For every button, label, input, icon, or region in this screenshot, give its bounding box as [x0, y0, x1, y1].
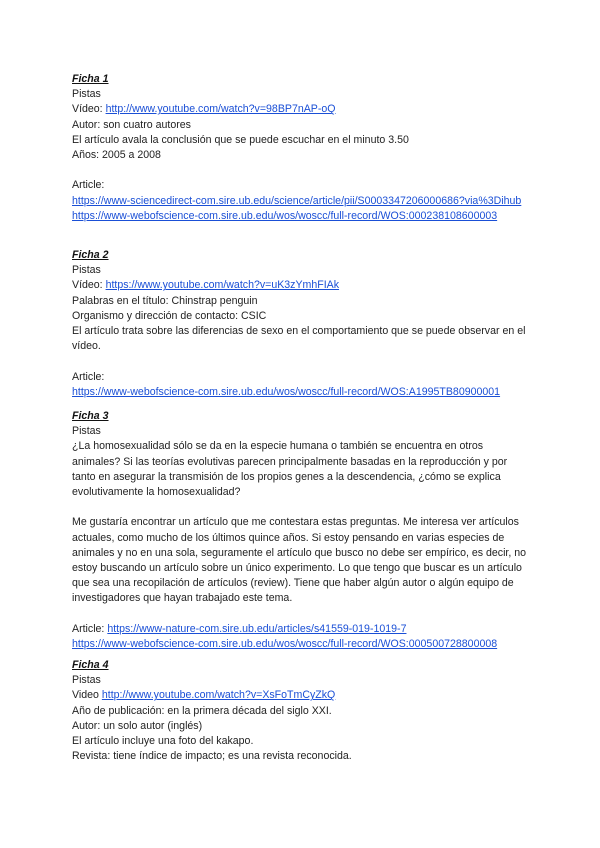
ficha-3-article-line — [72, 622, 532, 637]
ficha-2-pistas: Pistas — [72, 264, 101, 277]
ficha-3-pistas: Pistas — [72, 425, 101, 438]
ficha-1-pistas: Pistas — [72, 88, 101, 101]
ficha-4-line-2: Año de publicación: en la primera década del siglo XXI. — [72, 704, 332, 717]
ficha-2-line-4: El artículo trata sobre las diferencias de sexo en el comportamiento que se puede observar en el vídeo. — [72, 325, 526, 353]
ficha-2-video-line — [72, 278, 532, 293]
ficha-4-heading: Ficha 4 — [72, 659, 109, 671]
ficha-1 — [72, 72, 532, 224]
ficha-1-line-3: El artículo avala la conclusión que se puede escuchar en el minuto 3.50 — [72, 133, 409, 146]
ficha-1-article-link-2[interactable]: https://www-webofscience-com.sire.ub.edu/wos/woscc/full-record/WOS:000238108600003 — [72, 209, 498, 222]
ficha-2-line-2: Palabras en el título: Chinstrap penguin — [72, 294, 258, 307]
ficha-1-video-link[interactable]: http://www.youtube.com/watch?v=98BP7nAP-oQ — [105, 103, 336, 116]
video-label: Vídeo: — [72, 279, 106, 292]
video-label: Video — [72, 689, 102, 702]
ficha-2-heading: Ficha 2 — [72, 249, 109, 261]
ficha-3-article-label: Article: — [72, 622, 108, 635]
ficha-3-paragraph-1: ¿La homosexualidad sólo se da en la especie humana o también se encuentra en otros animales? Si las teorías evolutivas parecen principalmente basadas en la reproducción y por tanto en asegurar la transmisión de los propios genes a la descendencia, ¿cómo se explica evolutivamente la homosexualidad? — [72, 440, 508, 499]
ficha-1-article-link-1[interactable]: https://www-sciencedirect-com.sire.ub.edu/science/article/pii/S0003347206000686?via%3Dihub — [72, 194, 522, 207]
ficha-2 — [72, 248, 532, 400]
ficha-4-video-link[interactable]: http://www.youtube.com/watch?v=XsFoTmCyZkQ — [101, 689, 336, 702]
ficha-3 — [72, 409, 532, 652]
ficha-1-line-4: Años: 2005 a 2008 — [72, 149, 161, 162]
ficha-1-heading: Ficha 1 — [72, 73, 109, 85]
ficha-4-line-3: Autor: un solo autor (inglés) — [72, 719, 203, 732]
ficha-4 — [72, 658, 532, 764]
ficha-3-article-link-2[interactable]: https://www-webofscience-com.sire.ub.edu/wos/woscc/full-record/WOS:000500728800008 — [72, 638, 498, 651]
ficha-2-article-label: Article: — [72, 370, 105, 383]
ficha-4-video-line — [72, 688, 532, 703]
ficha-2-video-link[interactable]: https://www.youtube.com/watch?v=uK3zYmhFIAk — [105, 279, 340, 292]
video-label: Vídeo: — [72, 103, 106, 116]
ficha-1-line-2: Autor: son cuatro autores — [72, 118, 191, 131]
ficha-4-line-4: El artículo incluye una foto del kakapo. — [72, 735, 254, 748]
ficha-4-pistas: Pistas — [72, 674, 101, 687]
ficha-1-article-label: Article: — [72, 179, 105, 192]
ficha-2-article-link-1[interactable]: https://www-webofscience-com.sire.ub.edu/wos/woscc/full-record/WOS:A1995TB80900001 — [72, 385, 501, 398]
ficha-3-paragraph-2: Me gustaría encontrar un artículo que me contestara estas preguntas. Me interesa ver artículos actuales, como mucho de los últimos quince años. Si estoy pensando en varias especies de animales y no en una sola, seguramente el artículo que busco no debe ser empírico, es decir, no estoy buscando un artículo sobre un único experimento. Lo que tengo que buscar es un artículo que sea una recopilación de artículos (review). Tiene que haber algún autor o algún equipo de investigadores que hayan trabajado este tema. — [72, 516, 527, 605]
ficha-3-article-link-1[interactable]: https://www-nature-com.sire.ub.edu/articles/s41559-019-1019-7 — [107, 622, 407, 635]
ficha-3-heading: Ficha 3 — [72, 410, 109, 422]
ficha-4-line-5: Revista: tiene índice de impacto; es una revista reconocida. — [72, 750, 352, 763]
ficha-2-line-3: Organismo y dirección de contacto: CSIC — [72, 309, 267, 322]
ficha-1-video-line — [72, 102, 532, 117]
